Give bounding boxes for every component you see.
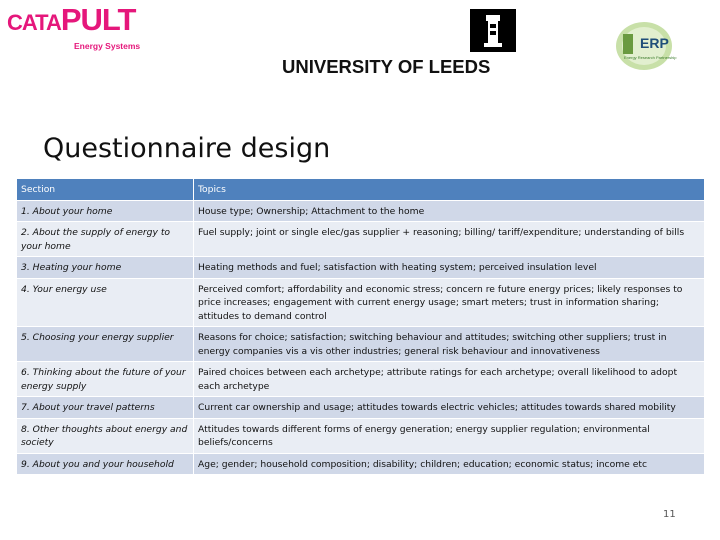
catapult-logo-text-main: CATA <box>7 10 61 35</box>
catapult-logo-text-bold: PULT <box>60 2 136 37</box>
section-cell: 3. Heating your home <box>17 257 194 279</box>
topics-cell: House type; Ownership; Attachment to the home <box>194 200 705 222</box>
erp-logo-subtitle: Energy Research Partnership <box>624 55 677 60</box>
table-row <box>17 278 705 327</box>
topics-cell: Reasons for choice; satisfaction; switching behaviour and attitudes; switching other suppliers; trust in energy companies vis a vis other industries; general risk behaviour and innovativeness <box>194 327 705 362</box>
table-row <box>17 222 705 257</box>
topics-cell: Fuel supply; joint or single elec/gas supplier + reasoning; billing/ tariff/expenditure; understanding of bills <box>194 222 705 257</box>
university-crest-icon <box>470 9 516 52</box>
table-row <box>17 453 705 475</box>
table-row <box>17 257 705 279</box>
topics-cell: Heating methods and fuel; satisfaction with heating system; perceived insulation level <box>194 257 705 279</box>
erp-logo <box>614 22 676 74</box>
section-cell: 2. About the supply of energy to your home <box>17 222 194 257</box>
section-cell: 6. Thinking about the future of your energy supply <box>17 362 194 397</box>
table-header-row <box>17 179 705 201</box>
section-cell: 8. Other thoughts about energy and society <box>17 418 194 453</box>
section-cell: 1. About your home <box>17 200 194 222</box>
table-row <box>17 362 705 397</box>
section-cell: 9. About you and your household <box>17 453 194 475</box>
questionnaire-table <box>16 178 705 475</box>
page-number: 11 <box>663 509 676 520</box>
slide-title: Questionnaire design <box>43 133 331 164</box>
header-topics: Topics <box>194 179 705 201</box>
table-row <box>17 327 705 362</box>
topics-cell: Perceived comfort; affordability and economic stress; concern re future energy prices; likely responses to price increases; engagement with current energy usage; smart meters; trust in information sharing; attitudes to demand control <box>194 278 705 327</box>
table-row <box>17 418 705 453</box>
header-section: Section <box>17 179 194 201</box>
catapult-logo-subtitle: Energy Systems <box>74 41 141 51</box>
section-cell: 4. Your energy use <box>17 278 194 327</box>
table-row <box>17 200 705 222</box>
table-row <box>17 397 705 419</box>
topics-cell: Age; gender; household composition; disability; children; education; economic status; income etc <box>194 453 705 475</box>
erp-logo-text: ERP <box>640 35 669 51</box>
section-cell: 5. Choosing your energy supplier <box>17 327 194 362</box>
university-name: UNIVERSITY OF LEEDS <box>282 56 491 77</box>
section-cell: 7. About your travel patterns <box>17 397 194 419</box>
catapult-logo <box>7 4 147 50</box>
topics-cell: Attitudes towards different forms of energy generation; energy supplier regulation; environmental beliefs/concerns <box>194 418 705 453</box>
topics-cell: Current car ownership and usage; attitudes towards electric vehicles; attitudes towards shared mobility <box>194 397 705 419</box>
topics-cell: Paired choices between each archetype; attribute ratings for each archetype; overall likelihood to adopt each archetype <box>194 362 705 397</box>
